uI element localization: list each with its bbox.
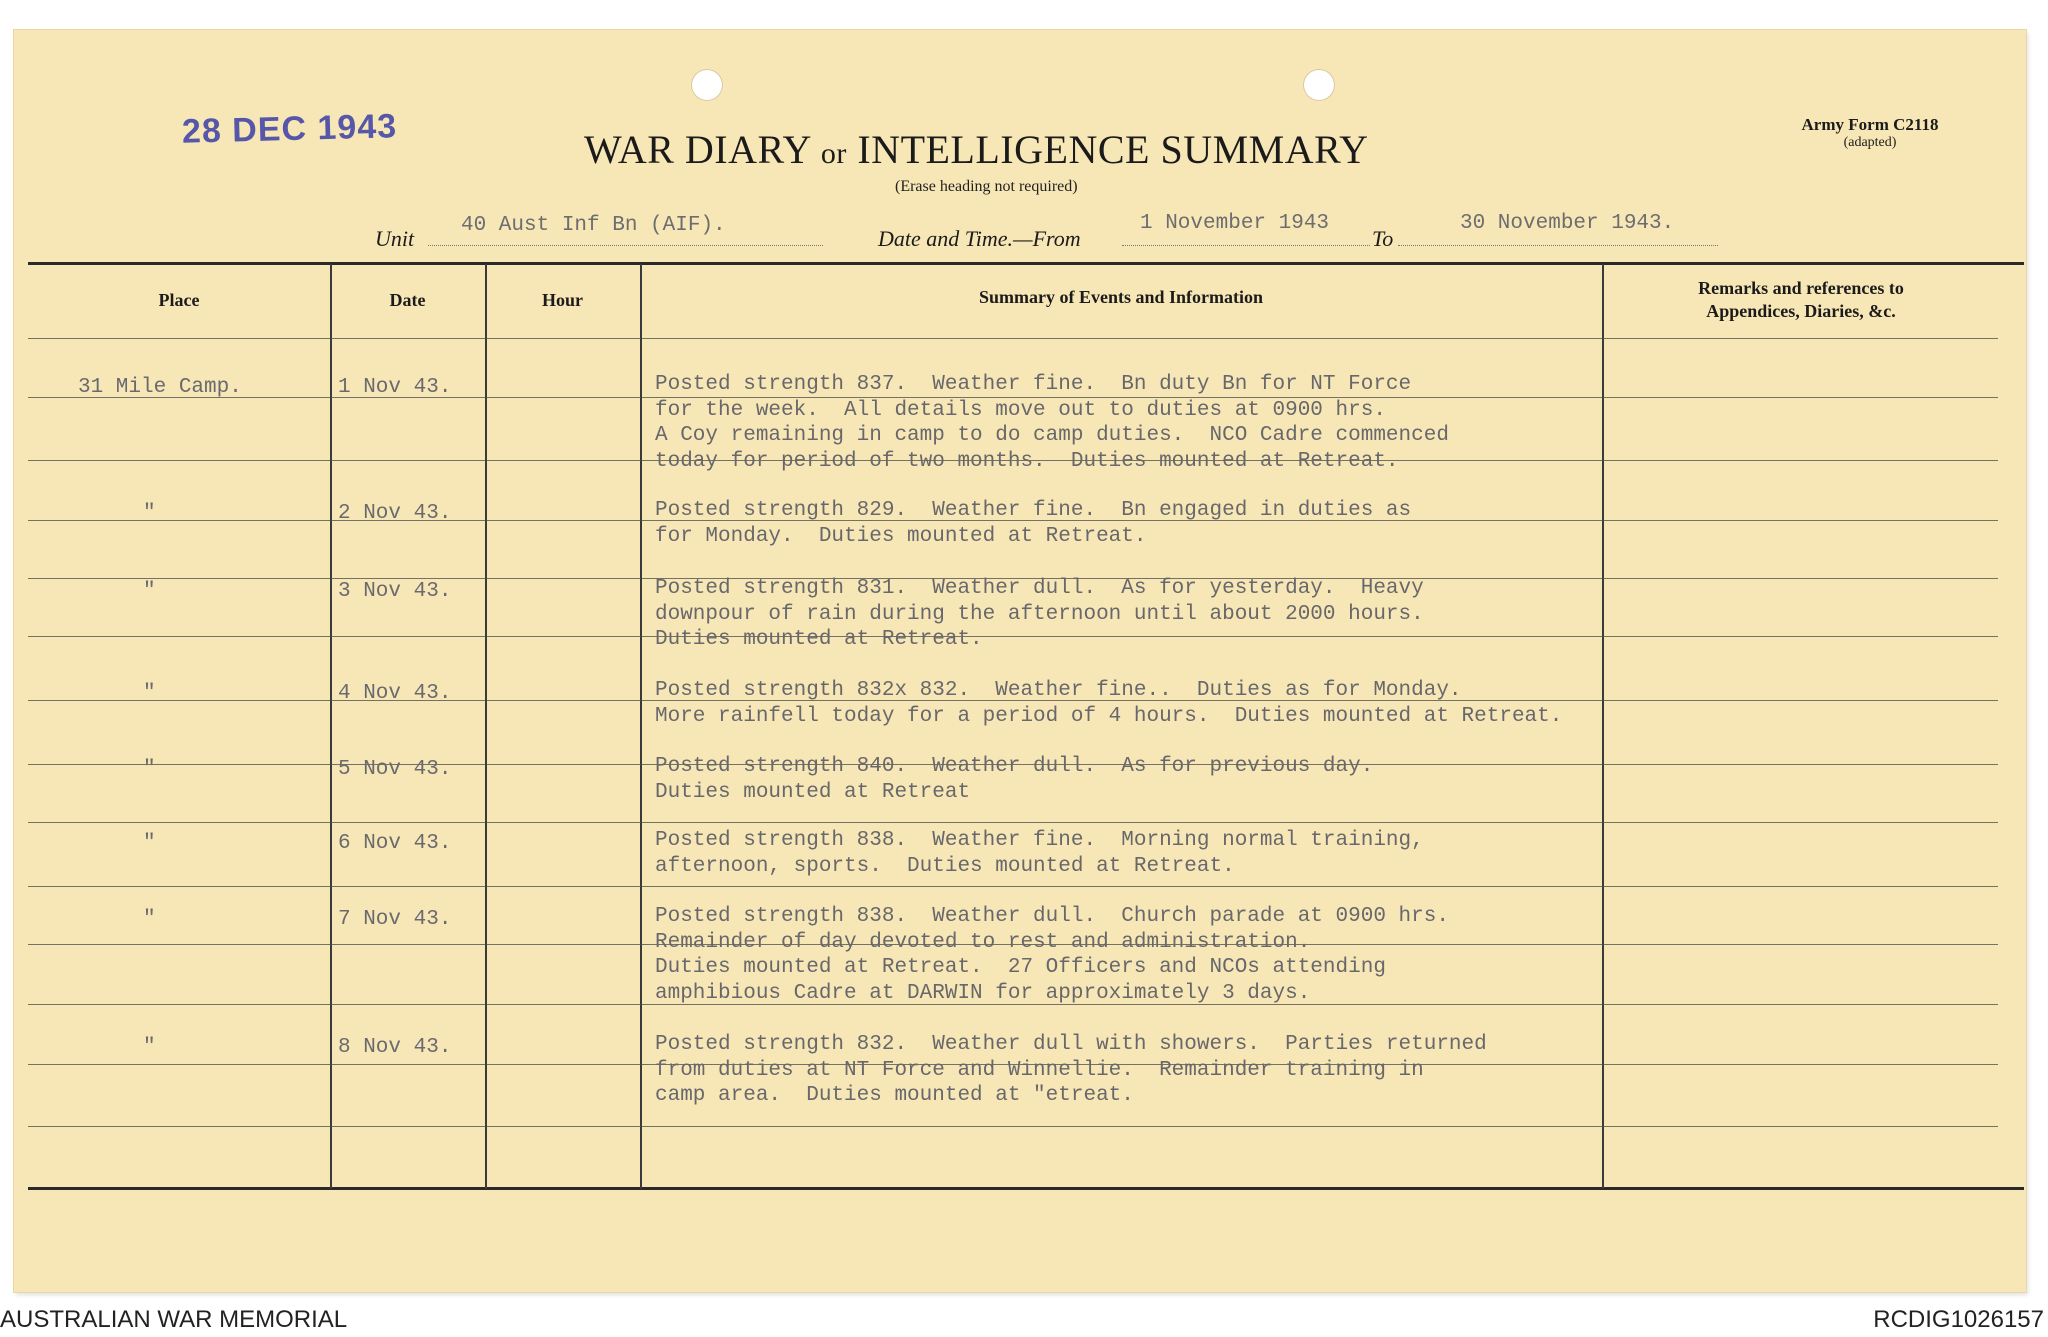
- ruled-line: [28, 886, 1998, 887]
- ruled-line: [28, 822, 1998, 823]
- entry-summary: Posted strength 838. Weather dull. Church parade at 0900 hrs. Remainder of day devoted to rest and administration. Duties mounted at Retreat. 27 Officers and NCOs attending amphibious Cadre at DARWIN for approximately 3 days.: [655, 905, 1449, 1005]
- entry-place: ": [143, 1036, 156, 1059]
- entry-summary: Posted strength 831. Weather dull. As for yesterday. Heavy downpour of rain during the afternoon until about 2000 hours. Duties mounted at Retreat.: [655, 577, 1424, 651]
- header-remarks-line1: Remarks and references to: [1698, 278, 1904, 298]
- entry-summary: Posted strength 838. Weather fine. Morning normal training, afternoon, sports. Duties mounted at Retreat.: [655, 829, 1424, 878]
- header-remarks-line2: Appendices, Diaries, &c.: [1706, 300, 1896, 321]
- form-number: Army Form C2118: [1801, 115, 1939, 134]
- to-value: 30 November 1943.: [1460, 212, 1675, 235]
- entry-summary: Posted strength 840. Weather dull. As for previous day. Duties mounted at Retreat: [655, 755, 1374, 804]
- header-bottom-rule: [28, 338, 1998, 339]
- header-summary: Summary of Events and Information: [978, 287, 1264, 307]
- title-war-diary: WAR DIARY: [584, 127, 811, 172]
- title-intelligence-summary: INTELLIGENCE SUMMARY: [857, 127, 1369, 172]
- entry-date: 1 Nov 43.: [338, 376, 452, 399]
- column-divider-place-date: [330, 264, 332, 1189]
- column-divider-hour-summary: [640, 264, 642, 1189]
- unit-dotted-line: [428, 245, 823, 246]
- header-hour: Hour: [541, 290, 583, 310]
- entry-place: ": [143, 908, 156, 931]
- header-place: Place: [158, 290, 200, 310]
- footer-archive-name: AUSTRALIAN WAR MEMORIAL: [0, 1306, 348, 1333]
- entry-summary: Posted strength 837. Weather fine. Bn duty Bn for NT Force for the week. All details move out to duties at 0900 hrs. A Coy remaining in camp to do camp duties. NCO Cadre commenced today for period of two months. Duties mounted at Retreat.: [655, 373, 1449, 473]
- form-reference: [1770, 115, 1970, 152]
- punch-hole-left: [691, 69, 723, 101]
- entry-summary: Posted strength 832. Weather dull with showers. Parties returned from duties at NT Force and Winnellie. Remainder training in camp area. Duties mounted at "etreat.: [655, 1033, 1487, 1107]
- entry-date: 8 Nov 43.: [338, 1036, 452, 1059]
- entry-date: 3 Nov 43.: [338, 580, 452, 603]
- to-label: To: [1372, 226, 1394, 251]
- title-or: or: [820, 137, 847, 170]
- entry-date: 4 Nov 43.: [338, 682, 452, 705]
- entry-date: 5 Nov 43.: [338, 758, 452, 781]
- entry-place: ": [143, 832, 156, 855]
- entry-summary: Posted strength 829. Weather fine. Bn engaged in duties as for Monday. Duties mounted at Retreat.: [655, 499, 1412, 548]
- from-dotted-line: [1122, 245, 1370, 246]
- page-title: [584, 126, 1368, 173]
- to-dotted-line: [1398, 245, 1718, 246]
- subtitle: (Erase heading not required): [895, 178, 1078, 195]
- date-time-label: Date and Time.—From: [878, 226, 1081, 251]
- from-value: 1 November 1943: [1140, 212, 1330, 235]
- entry-place: ": [143, 682, 156, 705]
- entry-place: 31 Mile Camp.: [78, 376, 242, 399]
- column-divider-summary-remarks: [1602, 264, 1604, 1189]
- header-remarks: [1602, 277, 2000, 322]
- unit-label: Unit: [375, 226, 415, 251]
- entry-place: ": [143, 758, 156, 781]
- form-adapted: (adapted): [1843, 135, 1897, 151]
- ruled-line: [28, 1126, 1998, 1127]
- entry-date: 7 Nov 43.: [338, 908, 452, 931]
- entry-place: ": [143, 502, 156, 525]
- header-date: Date: [389, 290, 426, 310]
- entry-date: 2 Nov 43.: [338, 502, 452, 525]
- footer-record-id: RCDIG1026157: [1873, 1306, 2044, 1333]
- table-top-rule: [28, 262, 2024, 265]
- entry-date: 6 Nov 43.: [338, 832, 452, 855]
- date-stamp: 28 DEC 1943: [181, 107, 398, 151]
- column-divider-date-hour: [485, 264, 487, 1189]
- unit-value: 40 Aust Inf Bn (AIF).: [461, 214, 726, 237]
- entry-summary: Posted strength 832x 832. Weather fine.. Duties as for Monday. More rainfell today for a period of 4 hours. Duties mounted at Retreat.: [655, 679, 1563, 728]
- punch-hole-right: [1303, 69, 1335, 101]
- entry-place: ": [143, 580, 156, 603]
- table-bottom-rule: [28, 1187, 2024, 1190]
